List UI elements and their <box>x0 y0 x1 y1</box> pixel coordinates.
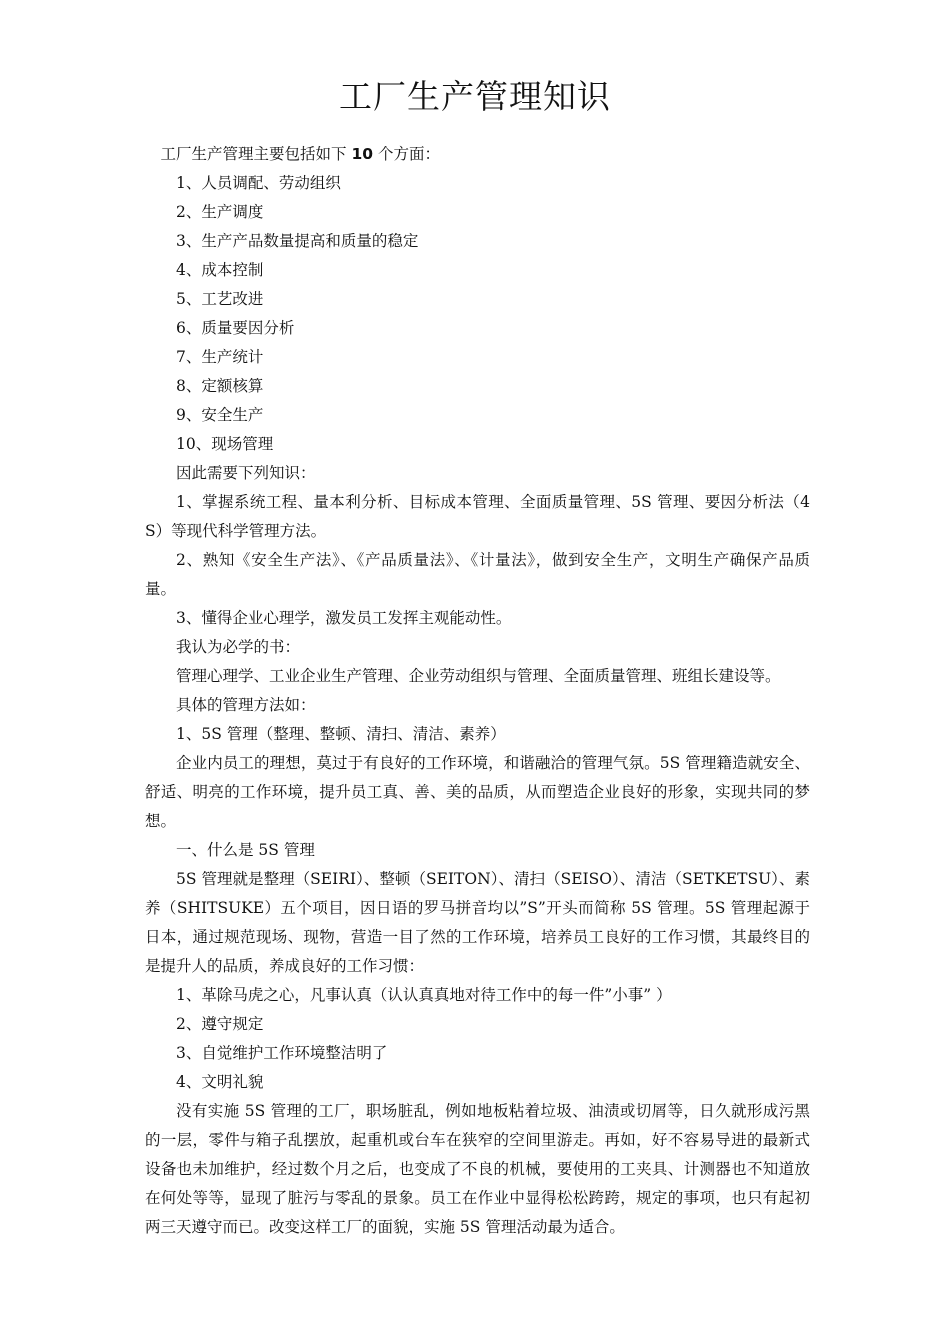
intro-text-before: 工厂生产管理主要包括如下 <box>160 145 352 163</box>
document-title: 工厂生产管理知识 <box>339 77 611 116</box>
aspect-item: 4、成本控制 <box>176 261 264 279</box>
aspect-item: 9、安全生产 <box>176 406 264 424</box>
knowledge-item: 2、熟知《安全生产法》、《产品质量法》、《计量法》，做到安全生产，文明生产确保产品质量。 <box>145 551 810 598</box>
document-body <box>145 140 810 1242</box>
closing-paragraph: 没有实施 5S 管理的工厂，职场脏乱，例如地板粘着垃圾、油渍或切屑等，日久就形成污黑的一层，零件与箱子乱摆放，起重机或台车在狭窄的空间里游走。再如，好不容易导进的最新式设备也未加维护，经过数个月之后，也变成了不良的机械，要使用的工夹具、计测器也不知道放在何处等等，显现了脏污与零乱的景象。员工在作业中显得松松跨跨，规定的事项，也只有起初两三天遵守而已。改变这样工厂的面貌，实施 5S 管理活动最为适合。 <box>145 1102 810 1236</box>
aspect-item: 1、人员调配、劳动组织 <box>176 174 341 192</box>
habit-item: 2、遵守规定 <box>176 1015 264 1033</box>
knowledge-item: 1、掌握系统工程、量本利分析、目标成本管理、全面质量管理、5S 管理、要因分析法（4S）等现代科学管理方法。 <box>145 493 810 540</box>
habit-item: 4、文明礼貌 <box>176 1073 264 1091</box>
what-is-5s-heading: 一、什么是 5S 管理 <box>176 841 315 859</box>
aspect-item: 6、质量要因分析 <box>176 319 295 337</box>
aspect-item: 7、生产统计 <box>176 348 264 366</box>
method-5s-paragraph: 企业内员工的理想，莫过于有良好的工作环境，和谐融洽的管理气氛。5S 管理籍造就安全、舒适、明亮的工作环境，提升员工真、善、美的品质，从而塑造企业良好的形象，实现共同的梦想。 <box>145 754 810 830</box>
knowledge-intro: 因此需要下列知识： <box>176 464 316 482</box>
aspect-item: 2、生产调度 <box>176 203 264 221</box>
method-5s-heading: 1、5S 管理（整理、整顿、清扫、清洁、素养） <box>176 725 506 743</box>
intro-number: 10 <box>351 145 374 163</box>
aspect-item: 3、生产产品数量提高和质量的稳定 <box>176 232 419 250</box>
knowledge-item: 3、懂得企业心理学，激发员工发挥主观能动性。 <box>176 609 512 627</box>
books-intro: 我认为必学的书： <box>176 638 301 656</box>
methods-intro: 具体的管理方法如： <box>176 696 316 714</box>
habit-item: 3、自觉维护工作环境整洁明了 <box>176 1044 388 1062</box>
aspect-item: 8、定额核算 <box>176 377 264 395</box>
habit-item: 1、革除马虎之心，凡事认真（认认真真地对待工作中的每一件”小事” ） <box>176 986 672 1004</box>
aspect-item: 5、工艺改进 <box>176 290 264 308</box>
intro-text-after: 个方面： <box>373 145 440 163</box>
books-list: 管理心理学、工业企业生产管理、企业劳动组织与管理、全面质量管理、班组长建设等。 <box>176 667 781 685</box>
intro-paragraph <box>145 140 810 169</box>
aspect-item: 10、现场管理 <box>176 435 274 453</box>
what-is-5s-paragraph: 5S 管理就是整理（SEIRI）、整顿（SEITON）、清扫（SEISO）、清洁（SETKETSU）、素养（SHITSUKE）五个项目，因日语的罗马拼音均以”S”开头而简称 5S 管理。5S 管理起源于日本，通过规范现场、现物，营造一目了然的工作环境，培养员工良好的工作习惯，其最终目的是提升人的品质，养成良好的工作习惯： <box>145 870 810 975</box>
